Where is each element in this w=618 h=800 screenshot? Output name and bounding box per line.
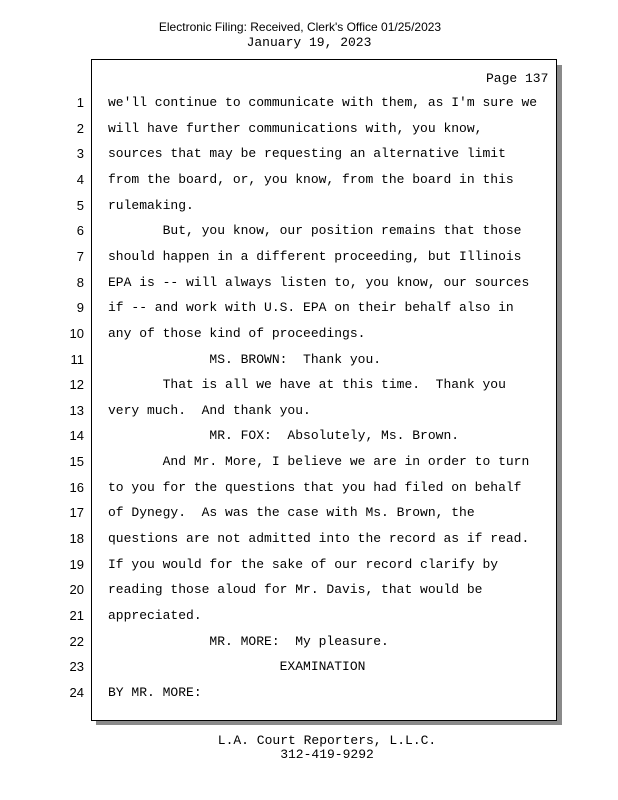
line-text: MR. FOX: Absolutely, Ms. Brown. — [108, 428, 460, 444]
line-number: 4 — [76, 171, 84, 187]
line-number: 19 — [69, 556, 84, 572]
line-text: sources that may be requesting an alternative limit — [108, 146, 506, 162]
transcript-line — [0, 608, 560, 634]
line-text: very much. And thank you. — [108, 402, 311, 418]
line-number: 12 — [69, 377, 84, 393]
line-text: if -- and work with U.S. EPA on their behalf also in — [108, 300, 514, 316]
transcript-line — [0, 659, 560, 685]
line-number: 2 — [76, 120, 84, 136]
transcript-line — [0, 582, 560, 608]
transcript-line — [0, 146, 560, 172]
line-text: MS. BROWN: Thank you. — [108, 351, 382, 367]
line-number: 22 — [69, 633, 84, 649]
line-text: And Mr. More, I believe we are in order to turn — [108, 454, 530, 470]
transcript-line — [0, 249, 560, 275]
line-text: rulemaking. — [108, 197, 194, 213]
transcript-date: January 19, 2023 — [246, 35, 372, 50]
line-text: should happen in a different proceeding, but Illinois — [108, 248, 522, 264]
transcript-line — [0, 403, 560, 429]
line-number: 1 — [76, 95, 84, 110]
line-text: If you would for the sake of our record clarify by — [108, 556, 499, 572]
line-text: BY MR. MORE: — [108, 684, 202, 700]
line-number: 24 — [69, 684, 84, 700]
transcript-line — [0, 223, 560, 249]
line-text: of Dynegy. As was the case with Ms. Brown, the — [108, 505, 475, 521]
line-number: 3 — [76, 146, 84, 162]
transcript-line — [0, 352, 560, 378]
line-text: we'll continue to communicate with them, as I'm sure we — [108, 95, 538, 110]
line-number: 8 — [76, 274, 84, 290]
transcript-line — [0, 198, 560, 224]
line-number: 10 — [69, 325, 84, 341]
line-number: 6 — [76, 223, 84, 239]
line-number: 16 — [69, 479, 84, 495]
transcript-line — [0, 685, 560, 711]
line-number: 21 — [69, 608, 84, 623]
line-text: questions are not admitted into the record as if read. — [108, 531, 530, 547]
line-number: 20 — [69, 582, 84, 598]
transcript-line — [0, 172, 560, 198]
transcript-line — [0, 557, 560, 583]
transcript-line — [0, 275, 560, 301]
line-text: will have further communications with, you know, — [108, 120, 483, 136]
transcript-line — [0, 300, 560, 326]
line-text: EXAMINATION — [108, 659, 366, 675]
line-number: 23 — [69, 659, 84, 675]
page-number: Page 137 — [486, 71, 549, 86]
line-text: appreciated. — [108, 608, 202, 623]
line-number: 9 — [76, 300, 84, 316]
line-number: 15 — [69, 454, 84, 470]
transcript-line — [0, 428, 560, 454]
line-number: 14 — [69, 428, 84, 444]
filing-stamp: Electronic Filing: Received, Clerk's Office 01/25/2023 — [158, 20, 442, 34]
transcript-line — [0, 377, 560, 403]
line-text: But, you know, our position remains that those — [108, 223, 522, 239]
line-number: 18 — [69, 531, 84, 547]
transcript-line — [0, 480, 560, 506]
line-text: MR. MORE: My pleasure. — [108, 633, 389, 649]
transcript-line — [0, 95, 560, 121]
line-number: 5 — [76, 197, 84, 213]
line-text: any of those kind of proceedings. — [108, 325, 366, 341]
reporter-phone: 312-419-9292 — [280, 747, 374, 762]
transcript-line — [0, 505, 560, 531]
reporter-company: L.A. Court Reporters, L.L.C. — [217, 733, 437, 748]
transcript-line — [0, 326, 560, 352]
line-text: That is all we have at this time. Thank you — [108, 377, 506, 393]
line-text: to you for the questions that you had filed on behalf — [108, 479, 522, 495]
transcript-line — [0, 531, 560, 557]
line-number: 13 — [69, 402, 84, 418]
line-number: 7 — [76, 248, 84, 264]
line-number: 11 — [70, 351, 84, 367]
transcript-line — [0, 634, 560, 660]
transcript-line — [0, 121, 560, 147]
line-text: reading those aloud for Mr. Davis, that would be — [108, 582, 483, 598]
line-number: 17 — [69, 505, 84, 521]
transcript-line — [0, 454, 560, 480]
line-text: from the board, or, you know, from the board in this — [108, 171, 514, 187]
line-text: EPA is -- will always listen to, you know, our sources — [108, 274, 530, 290]
